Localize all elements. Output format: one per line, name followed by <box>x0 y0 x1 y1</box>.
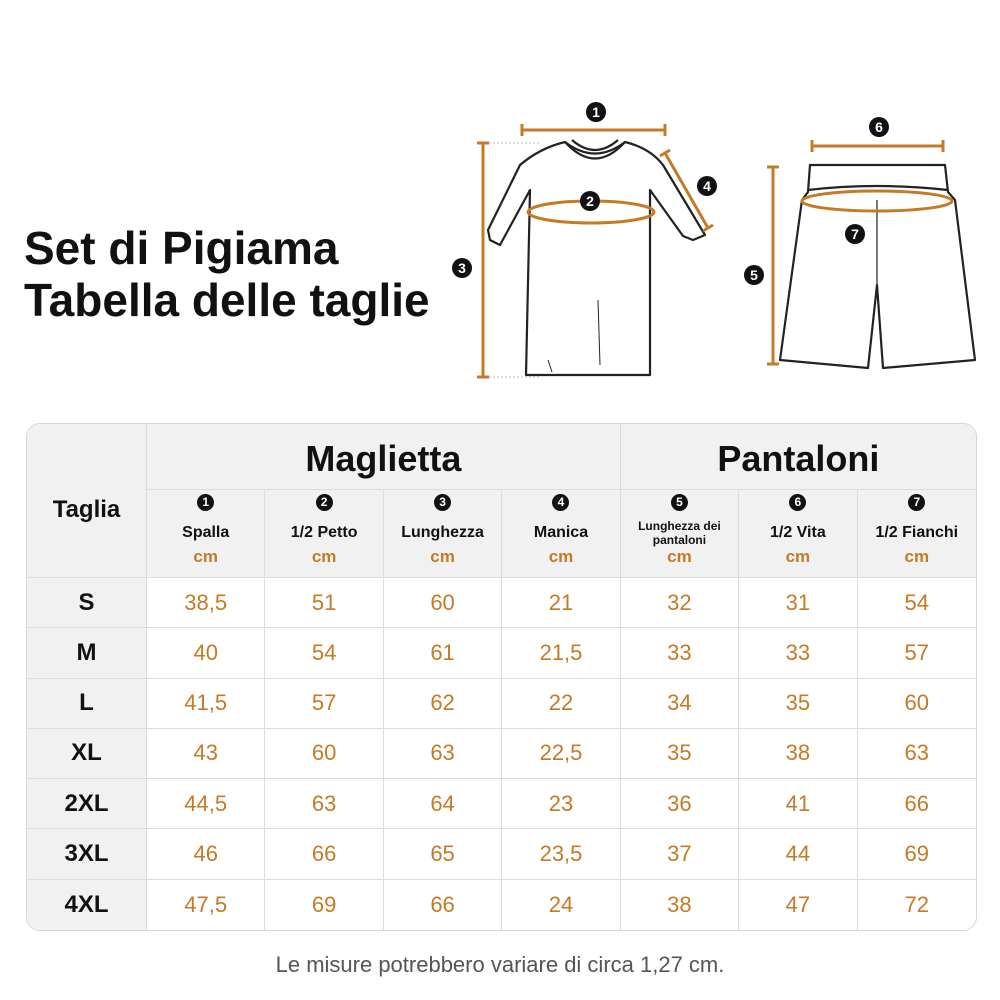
column-number-badge: 3 <box>434 494 451 511</box>
column-header <box>502 490 620 578</box>
measurement-value: 23,5 <box>502 829 620 879</box>
measurement-value: 44 <box>739 829 857 879</box>
column-unit: cm <box>667 547 692 566</box>
measurement-value: 33 <box>621 628 739 678</box>
size-label: XL <box>27 729 147 779</box>
svg-text:1: 1 <box>592 104 600 120</box>
measurement-value: 66 <box>858 779 976 829</box>
measurement-value: 36 <box>621 779 739 829</box>
title-line-2: Tabella delle taglie <box>24 274 430 326</box>
measurement-value: 65 <box>384 829 502 879</box>
measurement-value: 66 <box>384 880 502 930</box>
column-unit: cm <box>785 547 811 566</box>
column-number-badge: 2 <box>316 494 333 511</box>
measurement-value: 33 <box>739 628 857 678</box>
svg-text:5: 5 <box>750 267 758 283</box>
measurement-value: 38 <box>621 880 739 930</box>
measurement-value: 54 <box>265 628 383 678</box>
size-label: M <box>27 628 147 678</box>
size-label: L <box>27 679 147 729</box>
column-label: 1/2 Vita <box>769 524 826 541</box>
size-label: 3XL <box>27 829 147 879</box>
tshirt-illustration <box>488 140 705 375</box>
size-label: 2XL <box>27 779 147 829</box>
measurement-value: 46 <box>147 829 265 879</box>
measurement-value: 69 <box>265 880 383 930</box>
measurement-value: 63 <box>384 729 502 779</box>
measurement-value: 21 <box>502 578 620 628</box>
measurement-value: 21,5 <box>502 628 620 678</box>
svg-text:2: 2 <box>586 193 594 209</box>
column-header <box>739 490 857 578</box>
measurement-value: 60 <box>265 729 383 779</box>
measurement-value: 38,5 <box>147 578 265 628</box>
measurement-value: 41,5 <box>147 679 265 729</box>
measurement-value: 23 <box>502 779 620 829</box>
measurement-value: 47,5 <box>147 880 265 930</box>
svg-text:6: 6 <box>875 119 883 135</box>
column-label: Spalla <box>182 524 230 541</box>
column-unit: cm <box>548 547 574 566</box>
column-header <box>265 490 383 578</box>
column-label: Lunghezza <box>401 524 484 541</box>
column-header <box>147 490 265 578</box>
size-label: S <box>27 578 147 628</box>
measurement-value: 61 <box>384 628 502 678</box>
measurement-value: 63 <box>858 729 976 779</box>
measurement-value: 57 <box>265 679 383 729</box>
measurement-value: 35 <box>621 729 739 779</box>
measurement-value: 24 <box>502 880 620 930</box>
measurement-value: 47 <box>739 880 857 930</box>
page-title <box>24 222 430 326</box>
measurement-value: 22,5 <box>502 729 620 779</box>
pants-group-header: Pantaloni <box>621 424 976 490</box>
measurement-diagram <box>440 90 1000 390</box>
column-header <box>621 490 739 578</box>
measurement-value: 72 <box>904 891 930 917</box>
column-unit: cm <box>193 547 218 566</box>
measurement-value: 57 <box>858 628 976 678</box>
column-number-badge: 7 <box>908 494 925 511</box>
measurement-value: 66 <box>265 829 383 879</box>
measurement-value: 51 <box>265 578 383 628</box>
column-unit: cm <box>430 547 455 566</box>
size-column-header: Taglia <box>27 424 147 578</box>
measurement-value: 41 <box>739 779 857 829</box>
measurement-value: 35 <box>739 679 857 729</box>
measurement-value: 38 <box>739 729 857 779</box>
measurement-value: 64 <box>384 779 502 829</box>
column-number-badge: 6 <box>789 494 806 511</box>
column-number-badge: 5 <box>671 494 688 511</box>
svg-text:7: 7 <box>851 226 859 242</box>
column-unit: cm <box>904 547 930 566</box>
measurement-value: 34 <box>621 679 739 729</box>
column-label: Manica <box>533 524 589 541</box>
measurement-value: 63 <box>265 779 383 829</box>
measurement-note: Le misure potrebbero variare di circa 1,27 cm. <box>275 952 725 977</box>
column-number-badge: 4 <box>552 494 569 511</box>
column-label: 1/2 Petto <box>290 524 358 541</box>
column-label: Lunghezza dei pantaloni <box>638 519 721 547</box>
svg-text:3: 3 <box>458 260 466 276</box>
measurement-value: 69 <box>858 829 976 879</box>
column-label: 1/2 Fianchi <box>875 524 959 541</box>
size-chart-table <box>26 423 977 931</box>
size-label: 4XL <box>27 880 147 930</box>
measurement-value: 54 <box>858 578 976 628</box>
measurement-value: 40 <box>147 628 265 678</box>
svg-text:4: 4 <box>703 178 711 194</box>
size-chart-grid <box>27 424 976 930</box>
measurement-value: 62 <box>384 679 502 729</box>
measurement-value: 43 <box>147 729 265 779</box>
measurement-value: 22 <box>502 679 620 729</box>
measurement-value: 60 <box>858 679 976 729</box>
title-line-1: Set di Pigiama <box>24 222 339 274</box>
measurement-value: 44,5 <box>147 779 265 829</box>
measurement-value: 60 <box>384 578 502 628</box>
column-number-badge: 1 <box>197 494 214 511</box>
shirt-group-header: Maglietta <box>147 424 621 490</box>
measurement-value: 31 <box>739 578 857 628</box>
measurement-value: 37 <box>621 829 739 879</box>
measurement-value: 32 <box>621 578 739 628</box>
column-header <box>384 490 502 578</box>
column-header <box>858 490 976 578</box>
column-unit: cm <box>311 547 337 566</box>
